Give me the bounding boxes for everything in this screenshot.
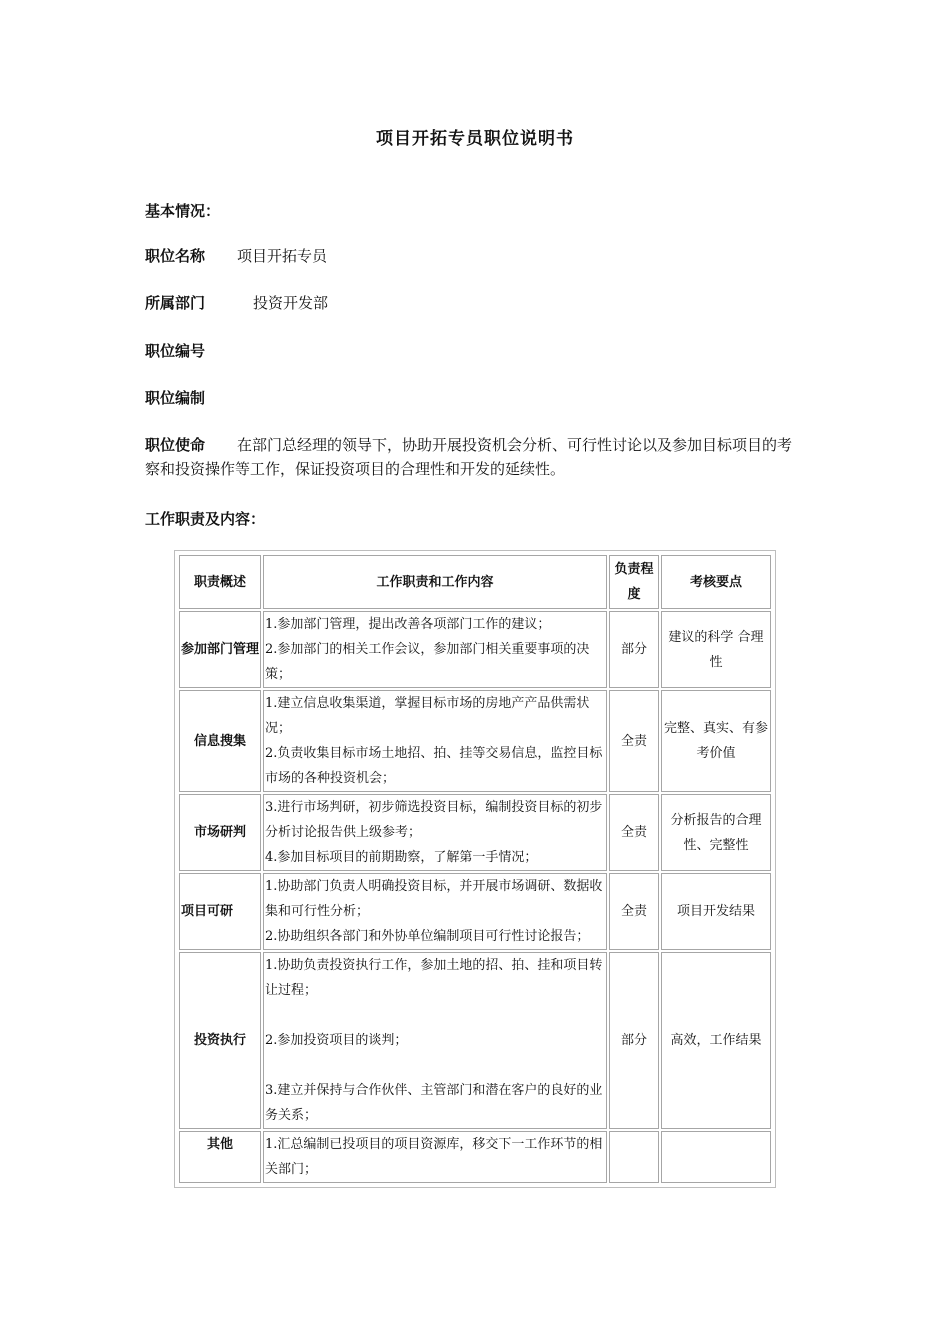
basic-info-heading: 基本情况： — [145, 202, 221, 220]
field-label: 职位编制 — [145, 389, 206, 407]
row-overview: 信息搜集 — [179, 690, 261, 792]
header-content: 工作职责和工作内容 — [263, 555, 607, 609]
duty-item: 3.进行市场判研，初步筛选投资目标，编制投资目标的初步分析讨论报告供上级参考； — [265, 800, 603, 840]
row-degree: 全责 — [609, 690, 659, 792]
duty-item: 1.建立信息收集渠道，掌握目标市场的房地产产品供需状况； — [265, 696, 590, 736]
table-row — [179, 611, 771, 688]
header-kpi: 考核要点 — [661, 555, 771, 609]
row-degree: 全责 — [609, 873, 659, 950]
table-row — [179, 1131, 771, 1183]
duties-table — [177, 553, 773, 1185]
field-mission — [145, 433, 805, 481]
field-label: 职位使命 — [145, 436, 206, 454]
field-value: 在部门总经理的领导下，协助开展投资机会分析、可行性讨论以及参加目标项目的考察和投资操作等工作，保证投资项目的合理性和开发的延续性。 — [145, 436, 793, 478]
page-title: 项目开拓专员职位说明书 — [376, 129, 574, 149]
row-content — [263, 611, 607, 688]
duty-item: 2.参加投资项目的谈判； — [265, 1033, 408, 1048]
duty-item: 1.协助部门负责人明确投资目标，并开展市场调研、数据收集和可行性分析； — [265, 879, 603, 919]
row-degree: 部分 — [609, 952, 659, 1129]
header-overview: 职责概述 — [179, 555, 261, 609]
field-position-code — [145, 339, 205, 363]
row-degree: 全责 — [609, 794, 659, 871]
duty-item: 1.参加部门管理，提出改善各项部门工作的建议； — [265, 617, 551, 632]
duties-table-frame — [174, 550, 776, 1188]
field-value: 投资开发部 — [253, 294, 329, 312]
duty-item: 2.参加部门的相关工作会议，参加部门相关重要事项的决策； — [265, 642, 590, 682]
row-degree — [609, 1131, 659, 1183]
row-kpi: 高效，工作结果 — [661, 952, 771, 1129]
duty-item: 3.建立并保持与合作伙伴、主管部门和潜在客户的良好的业务关系； — [265, 1083, 603, 1123]
duty-item: 4.参加目标项目的前期勘察，了解第一手情况； — [265, 850, 538, 865]
duty-item: 2.协助组织各部门和外协单位编制项目可行性讨论报告； — [265, 929, 590, 944]
row-overview: 投资执行 — [179, 952, 261, 1129]
row-overview: 项目可研 — [179, 873, 261, 950]
row-content — [263, 690, 607, 792]
field-label: 所属部门 — [145, 294, 206, 312]
field-position-name — [145, 244, 327, 268]
field-value: 项目开拓专员 — [237, 247, 328, 265]
row-kpi: 分析报告的合理性、完整性 — [661, 794, 771, 871]
row-content — [263, 1131, 607, 1183]
duty-item: 1.汇总编制已投项目的项目资源库，移交下一工作环节的相关部门； — [265, 1137, 603, 1177]
row-overview: 市场研判 — [179, 794, 261, 871]
row-degree: 部分 — [609, 611, 659, 688]
field-position-quota — [145, 386, 205, 410]
table-row — [179, 873, 771, 950]
table-header-row — [179, 555, 771, 609]
field-department — [145, 291, 328, 315]
table-row — [179, 794, 771, 871]
row-content — [263, 873, 607, 950]
row-kpi: 建议的科学 合理性 — [661, 611, 771, 688]
duty-item: 2.负责收集目标市场土地招、拍、挂等交易信息，监控目标市场的各种投资机会； — [265, 746, 603, 786]
field-label: 职位编号 — [145, 342, 206, 360]
row-kpi — [661, 1131, 771, 1183]
field-label: 职位名称 — [145, 247, 206, 265]
row-content — [263, 952, 607, 1129]
duties-heading: 工作职责及内容： — [145, 510, 266, 528]
row-content — [263, 794, 607, 871]
row-kpi: 项目开发结果 — [661, 873, 771, 950]
header-degree: 负责程度 — [609, 555, 659, 609]
row-kpi: 完整、真实、有参考价值 — [661, 690, 771, 792]
row-overview: 参加部门管理 — [179, 611, 261, 688]
row-overview: 其他 — [179, 1131, 261, 1183]
table-row — [179, 952, 771, 1129]
table-row — [179, 690, 771, 792]
duty-item: 1.协助负责投资执行工作，参加土地的招、拍、挂和项目转让过程； — [265, 958, 603, 998]
